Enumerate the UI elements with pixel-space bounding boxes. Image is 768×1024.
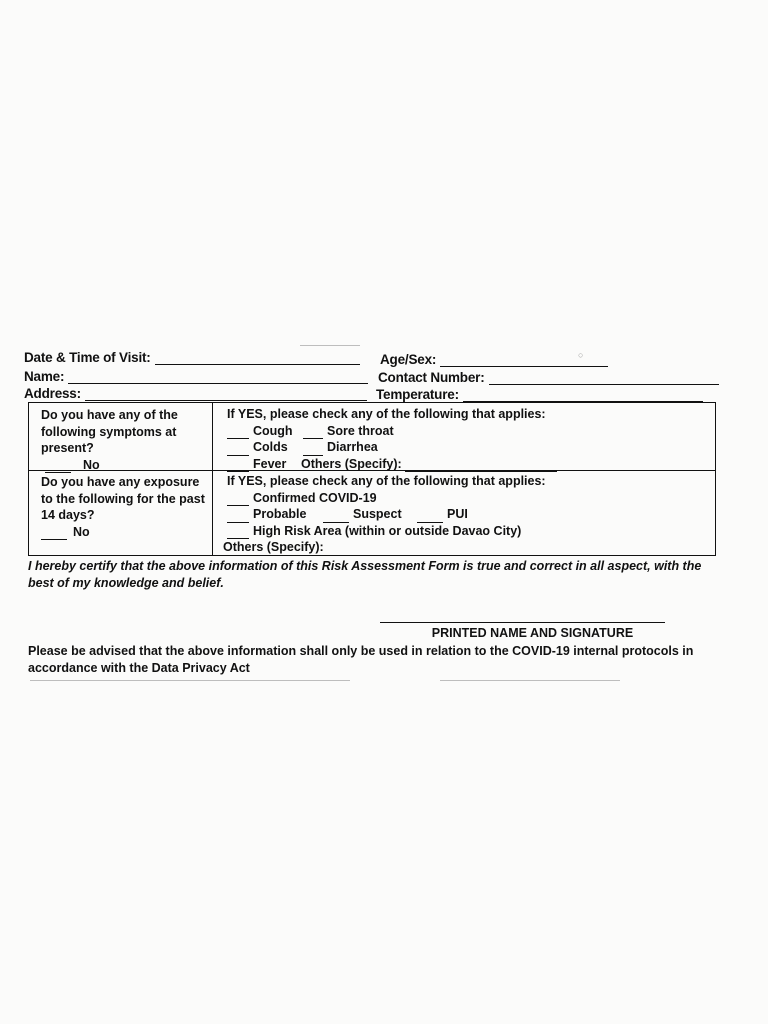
name-line[interactable] — [68, 371, 368, 384]
diarrhea-blank[interactable] — [303, 445, 323, 456]
probable-blank[interactable] — [227, 512, 249, 523]
age-sex-field[interactable] — [380, 352, 608, 367]
fever-blank[interactable] — [227, 461, 249, 472]
age-sex-line[interactable] — [440, 354, 608, 367]
temperature-line[interactable] — [463, 389, 703, 402]
assessment-table — [28, 402, 716, 556]
probable-label: Probable — [253, 507, 307, 522]
symptoms-question: Do you have any of the following symptoms at present? — [41, 408, 178, 455]
signature-label: PRINTED NAME AND SIGNATURE — [431, 626, 634, 640]
symptoms-no-blank[interactable] — [45, 462, 71, 473]
symptoms-question-cell — [41, 407, 209, 473]
table-column-divider — [212, 403, 213, 555]
exposure-row-3 — [227, 523, 546, 540]
contact-line[interactable] — [489, 372, 719, 385]
sore-throat-label: Sore throat — [327, 423, 394, 438]
exposure-others-label: Others (Specify): — [223, 540, 324, 555]
exposure-no-option[interactable] — [41, 524, 209, 541]
temperature-field[interactable] — [376, 387, 703, 402]
date-time-field[interactable] — [24, 350, 360, 365]
symptoms-options — [227, 406, 561, 472]
cough-blank[interactable] — [227, 428, 249, 439]
symptoms-row-2 — [227, 439, 561, 456]
temperature-label: Temperature: — [376, 387, 459, 402]
sore-throat-blank[interactable] — [303, 428, 323, 439]
signature-line[interactable] — [380, 622, 665, 623]
fever-label: Fever — [253, 456, 287, 471]
exposure-row-4 — [223, 539, 546, 556]
contact-field[interactable] — [378, 370, 719, 385]
pui-blank[interactable] — [417, 512, 443, 523]
symptoms-row-3 — [227, 456, 561, 473]
certification-text: I hereby certify that the above information of this Risk Assessment Form is true and correct in all aspect, with the best of my knowledge and belief. — [28, 559, 702, 590]
cough-label: Cough — [253, 423, 293, 438]
confirmed-label: Confirmed COVID-19 — [253, 490, 377, 505]
confirmed-blank[interactable] — [227, 495, 249, 506]
age-sex-label: Age/Sex: — [380, 352, 437, 367]
scan-artifact — [30, 680, 350, 681]
address-line[interactable] — [85, 388, 367, 401]
suspect-blank[interactable] — [323, 512, 349, 523]
suspect-label: Suspect — [353, 507, 402, 522]
symptoms-row-1 — [227, 423, 561, 440]
address-label: Address: — [24, 386, 81, 401]
exposure-instruction: If YES, please check any of the following that applies: — [227, 474, 546, 488]
scan-artifact — [300, 345, 360, 346]
contact-label: Contact Number: — [378, 370, 485, 385]
diarrhea-label: Diarrhea — [327, 440, 378, 455]
scan-artifact — [440, 680, 620, 681]
date-time-line[interactable] — [155, 352, 360, 365]
exposure-others-line[interactable] — [327, 545, 475, 556]
symptoms-others-label: Others (Specify): — [301, 456, 402, 471]
exposure-row-2 — [227, 506, 546, 523]
exposure-row-1 — [227, 490, 546, 507]
scan-mark: ○ — [578, 350, 584, 360]
name-label: Name: — [24, 369, 65, 384]
colds-blank[interactable] — [227, 445, 249, 456]
high-risk-label: High Risk Area (within or outside Davao City) — [253, 523, 522, 538]
symptoms-no-option[interactable] — [41, 457, 209, 474]
symptoms-instruction: If YES, please check any of the following that applies: — [227, 407, 546, 421]
date-time-label: Date & Time of Visit: — [24, 350, 151, 365]
exposure-options — [223, 473, 546, 556]
symptoms-no-label: No — [83, 457, 100, 472]
exposure-question-cell — [41, 474, 209, 540]
exposure-question: Do you have any exposure to the following for the past 14 days? — [41, 475, 205, 522]
privacy-notice: Please be advised that the above information shall only be used in relation to the COVID-19 internal protocols in accordance with the Data Privacy Act — [28, 644, 694, 675]
symptoms-others-line[interactable] — [405, 461, 557, 472]
colds-label: Colds — [253, 440, 288, 455]
address-field[interactable] — [24, 386, 367, 401]
high-risk-blank[interactable] — [227, 528, 249, 539]
name-field[interactable] — [24, 369, 368, 384]
pui-label: PUI — [447, 507, 468, 522]
exposure-no-blank[interactable] — [41, 529, 67, 540]
exposure-no-label: No — [73, 524, 90, 539]
